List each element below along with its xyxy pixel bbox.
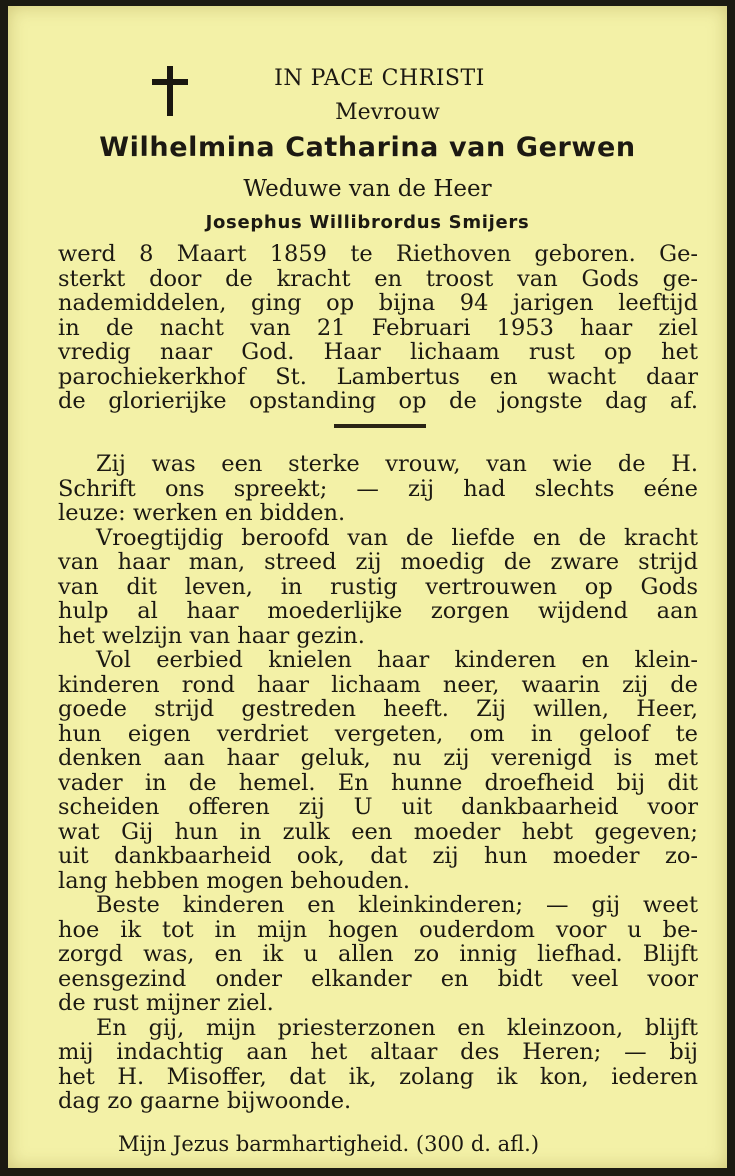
text-line: het welzijn van haar gezin. [58, 622, 365, 649]
text-line: leuze: werken en bidden. [58, 500, 346, 526]
text-line: van haar man, streed zij moedig de zware strijd [58, 549, 698, 575]
biography-line: nademiddelen, ging op bijna 94 jarigen leeftijd [58, 290, 698, 316]
title-mevrouw: Mevrouw [335, 100, 440, 125]
text-line: scheiden offeren zij U uit dankbaarheid voor [58, 794, 698, 820]
divider [334, 424, 426, 428]
text-line: Vol eerbied knielen haar kinderen en klein- [96, 647, 698, 673]
relation-line: Weduwe van de Heer [243, 176, 492, 202]
text-line: lang hebben mogen behouden. [58, 867, 411, 894]
text-line: het H. Misoffer, dat ik, zolang ik kon, iederen [58, 1063, 698, 1090]
memorial-card [8, 6, 727, 1168]
biography-line: werd 8 Maart 1859 te Riethoven geboren. Ge- [58, 241, 698, 267]
text-line: uit dankbaarheid ook, dat zij hun moeder zo- [58, 843, 698, 869]
text-line: hun eigen verdriet vergeten, om in geloof te [58, 720, 698, 747]
biography-paragraph [58, 242, 698, 414]
text-line: hulp al haar moederlijke zorgen wijdend aan [58, 598, 698, 624]
text-line: de rust mijner ziel. [58, 990, 274, 1016]
text-line: wat Gij hun in zulk een moeder hebt gegeven; [58, 818, 698, 845]
text-line: zorgd was, en ik u allen zo innig liefhad. Blijft [58, 941, 698, 967]
text-body [58, 452, 698, 1114]
biography-line: de glorierijke opstanding op de jongste dag af. [58, 388, 698, 414]
indulgence-prayer: Mijn Jezus barmhartigheid. (300 d. afl.) [118, 1132, 540, 1156]
text-line: Vroegtijdig beroofd van de liefde en de kracht [96, 524, 698, 551]
text-line: van dit leven, in rustig vertrouwen op Gods [58, 573, 698, 600]
text-line: Beste kinderen en kleinkinderen; — gij weet [96, 892, 698, 918]
text-line: eensgezind onder elkander en bidt veel voor [58, 965, 698, 992]
text-line: denken aan haar geluk, nu zij verenigd is met [58, 745, 698, 771]
deceased-name: Wilhelmina Catharina van Gerwen [99, 132, 636, 163]
text-line: kinderen rond haar lichaam neer, waarin zij de [58, 671, 698, 698]
text-line: vader in de hemel. En hunne droefheid bij dit [58, 769, 698, 796]
text-line: Zij was een sterke vrouw, van wie de H. [96, 451, 698, 477]
text-line: dag zo gaarne bijwoonde. [58, 1088, 352, 1114]
husband-name: Josephus Willibrordus Smijers [205, 212, 530, 233]
text-line: mij indachtig aan het altaar des Heren; — bij [58, 1039, 698, 1065]
biography-line: in de nacht van 21 Februari 1953 haar ziel [58, 314, 698, 341]
text-line: hoe ik tot in mijn hogen ouderdom voor u be- [58, 916, 698, 943]
biography-line: sterkt door de kracht en troost van Gods ge- [58, 265, 698, 292]
in-pace-heading: IN PACE CHRISTI [274, 66, 485, 91]
biography-line: parochiekerkhof St. Lambertus en wacht daar [58, 363, 698, 390]
text-line: En gij, mijn priesterzonen en kleinzoon, blijft [96, 1014, 698, 1041]
text-line: goede strijd gestreden heeft. Zij willen, Heer, [58, 696, 698, 722]
biography-line: vredig naar God. Haar lichaam rust op het [58, 339, 698, 365]
text-line: Schrift ons spreekt; — zij had slechts eéne [58, 475, 698, 502]
